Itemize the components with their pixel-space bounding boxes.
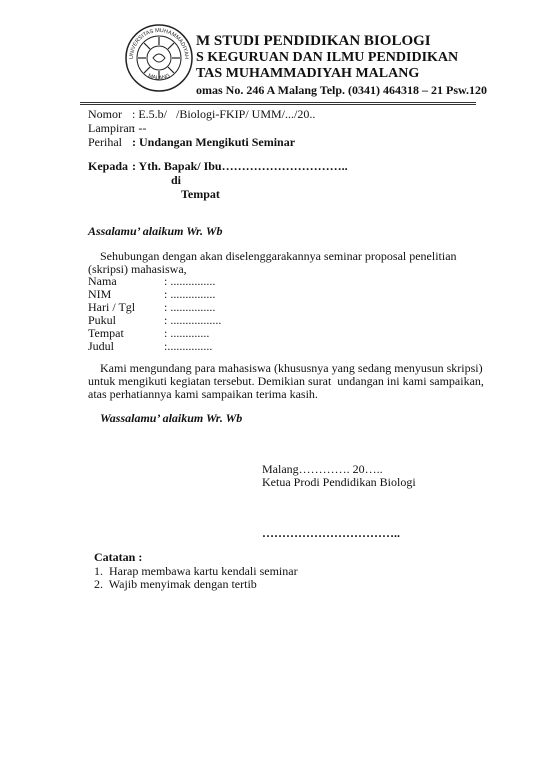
field-pukul-label: Pukul bbox=[88, 313, 117, 327]
letterhead-rule-2 bbox=[80, 104, 476, 105]
greeting: Assalamu’ alaikum Wr. Wb bbox=[88, 224, 223, 238]
notes-item-1: 1. Harap membawa kartu kendali seminar bbox=[94, 564, 298, 578]
notes-heading: Catatan : bbox=[94, 550, 143, 564]
field-nim-value: : ............... bbox=[164, 287, 216, 301]
lampiran-value: : -- bbox=[132, 121, 147, 135]
letterhead-address: omas No. 246 A Malang Telp. (0341) 464318 – 21 Psw.120 bbox=[196, 83, 488, 97]
signature-title: Ketua Prodi Pendidikan Biologi bbox=[262, 475, 416, 489]
intro-line-2: (skripsi) mahasiswa, bbox=[88, 262, 187, 276]
field-hari-label: Hari / Tgl bbox=[88, 300, 136, 314]
lampiran-label: Lampiran bbox=[88, 121, 135, 135]
intro-line-1: Sehubungan dengan akan diselenggarakannya seminar proposal penelitian bbox=[100, 249, 457, 263]
letterhead-line-2: S KEGURUAN DAN ILMU PENDIDIKAN bbox=[196, 50, 459, 65]
body-line-1: Kami mengundang para mahasiswa (khususnya yang sedang menyusun skripsi) bbox=[100, 361, 483, 375]
letterhead-line-1: M STUDI PENDIDIKAN BIOLOGI bbox=[196, 33, 431, 49]
recipient-tempat: Tempat bbox=[181, 187, 220, 201]
nomor-label: Nomor bbox=[88, 107, 122, 121]
kepada-value: : Yth. Bapak/ Ibu………………………….. bbox=[132, 159, 348, 173]
signature-place-date: Malang…………. 20….. bbox=[262, 462, 383, 476]
closing: Wassalamu’ alaikum Wr. Wb bbox=[100, 411, 243, 425]
field-nama-value: : ............... bbox=[164, 274, 216, 288]
notes-item-2: 2. Wajib menyimak dengan tertib bbox=[94, 577, 257, 591]
field-nama-label: Nama bbox=[88, 274, 117, 288]
letterhead-rule bbox=[80, 102, 476, 103]
body-line-2: untuk mengikuti kegiatan tersebut. Demikian surat undangan ini kami sampaikan, bbox=[88, 374, 484, 388]
kepada-label: Kepada bbox=[88, 159, 129, 173]
seal-text-bottom: MALANG bbox=[147, 73, 172, 82]
letterhead-line-3: TAS MUHAMMADIYAH MALANG bbox=[196, 66, 420, 81]
field-judul-value: :............... bbox=[164, 339, 213, 353]
recipient-di: di bbox=[171, 173, 182, 187]
field-nim-label: NIM bbox=[88, 287, 112, 301]
university-seal bbox=[124, 23, 194, 93]
body-line-3: atas perhatiannya kami sampaikan terima kasih. bbox=[88, 387, 318, 401]
perihal-label: Perihal bbox=[88, 135, 122, 149]
field-tempat-value: : ............. bbox=[164, 326, 210, 340]
field-tempat-label: Tempat bbox=[88, 326, 124, 340]
field-hari-value: : ............... bbox=[164, 300, 216, 314]
perihal-value: : Undangan Mengikuti Seminar bbox=[132, 135, 296, 149]
seal-text-top: UNIVERSITAS MUHAMMADIYAH bbox=[128, 27, 190, 60]
field-judul-label: Judul bbox=[88, 339, 115, 353]
nomor-value: : E.5.b/ /Biologi-FKIP/ UMM/.../20.. bbox=[132, 107, 316, 121]
signature-name-line: …………………………….. bbox=[262, 526, 400, 540]
field-pukul-value: : ................. bbox=[164, 313, 222, 327]
